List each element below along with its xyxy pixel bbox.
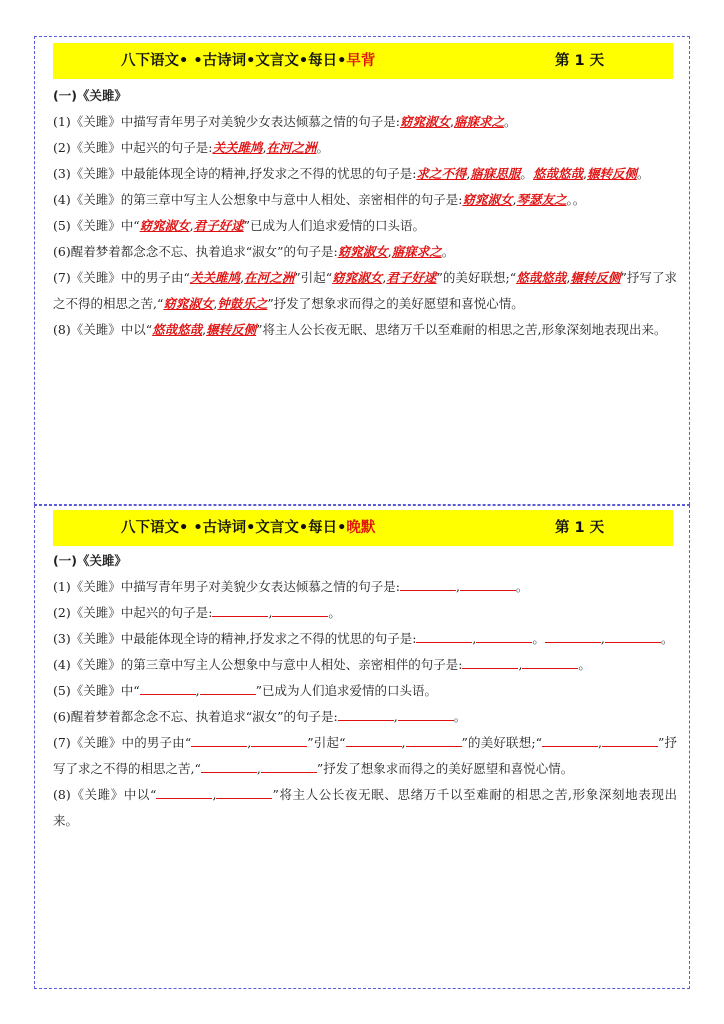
question-text: 《关雎》的第三章中写主人公想象中与意中人相处、亲密相伴的句子是:: [70, 192, 463, 207]
separator: ,: [189, 218, 194, 233]
answer: 关关雎鸠: [212, 140, 263, 155]
evening-content: [53, 548, 677, 834]
answer: 寤寐求之: [391, 244, 442, 259]
question-text: ”的美好联想;“: [461, 735, 542, 750]
answer-blank[interactable]: [201, 758, 257, 773]
answer: 悠哉悠哉: [532, 166, 583, 181]
separator: ,: [512, 192, 517, 207]
answer: 辗转反侧: [206, 322, 257, 337]
question-4: [53, 652, 677, 678]
question-text: 《关雎》的第三章中写主人公想象中与意中人相处、亲密相伴的句子是:: [70, 657, 463, 672]
separator: ,: [382, 270, 387, 285]
end-punct: 。: [660, 631, 674, 646]
answer: 辗转反侧: [570, 270, 621, 285]
answer: 在河之洲: [244, 270, 295, 285]
question-text: 《关雎》中的男子由“: [70, 270, 190, 285]
answer-blank[interactable]: [462, 654, 518, 669]
end-punct: 。。: [566, 192, 586, 207]
question-text: 《关雎》中描写青年男子对美貌少女表达倾慕之情的句子是:: [70, 114, 400, 129]
answer-blank[interactable]: [140, 680, 196, 695]
question-text: ”引起“: [294, 270, 333, 285]
question-text: 醒着梦着都念念不忘、执着追求“淑女”的句子是:: [70, 709, 338, 724]
answer-blank[interactable]: [476, 628, 532, 643]
question-text: ”将主人公长夜无眠、思绪万千以至难耐的相思之苦,形象深刻地表现出来。: [53, 787, 677, 828]
question-text: 《关雎》中最能体现全诗的精神,抒发求之不得的忧思的句子是:: [70, 166, 417, 181]
answer-blank[interactable]: [400, 576, 456, 591]
question-text: ”将主人公长夜无眠、思绪万千以至难耐的相思之苦,形象深刻地表现出来。: [256, 322, 667, 337]
separator: ,: [393, 709, 398, 724]
question-2: [53, 600, 677, 626]
answer: 琴瑟友之: [516, 192, 567, 207]
end-punct: 。: [515, 579, 529, 594]
question-4: [53, 187, 677, 213]
answer-blank[interactable]: [156, 784, 212, 799]
banner-accent: 早背: [346, 53, 376, 69]
question-6: [53, 704, 677, 730]
separator: ,: [472, 631, 477, 646]
answer-blank[interactable]: [406, 732, 462, 747]
evening-dictation-card: [34, 505, 690, 989]
separator: ,: [212, 787, 217, 802]
question-text: 《关雎》中“: [70, 218, 140, 233]
separator: ,: [268, 605, 273, 620]
answer-blank[interactable]: [200, 680, 256, 695]
answer: 寤寐思服: [470, 166, 521, 181]
question-2: [53, 135, 677, 161]
question-text: 《关雎》中描写青年男子对美貌少女表达倾慕之情的句子是:: [70, 579, 400, 594]
answer-blank[interactable]: [338, 706, 394, 721]
question-number: (5): [53, 218, 71, 233]
separator: ,: [213, 296, 218, 311]
answer: 悠哉悠哉: [152, 322, 203, 337]
question-text: ”已成为人们追求爱情的口头语。: [243, 218, 426, 233]
question-text: ”的美好联想;“: [436, 270, 517, 285]
question-1: [53, 109, 677, 135]
answer-blank[interactable]: [398, 706, 454, 721]
answer-blank[interactable]: [251, 732, 307, 747]
answer-blank[interactable]: [272, 602, 328, 617]
morning-banner: [53, 43, 673, 79]
separator: 。: [532, 631, 545, 646]
question-text: 《关雎》中起兴的句子是:: [70, 605, 213, 620]
question-6: [53, 239, 677, 265]
question-text: ”抒发了想象求而得之的美好愿望和喜悦心情。: [316, 761, 574, 776]
end-punct: 。: [503, 114, 517, 129]
separator: ,: [600, 631, 605, 646]
answer: 窈窕淑女: [337, 244, 388, 259]
answer-blank[interactable]: [216, 784, 272, 799]
question-number: (4): [53, 192, 71, 207]
separator: ,: [566, 270, 571, 285]
question-text: ”已成为人们追求爱情的口头语。: [255, 683, 437, 698]
question-8: [53, 317, 677, 343]
question-number: (7): [53, 270, 71, 285]
answer: 钟鼓乐之: [217, 296, 268, 311]
question-number: (2): [53, 605, 71, 620]
morning-content: [53, 83, 677, 343]
question-text: 《关雎》中的男子由“: [70, 735, 192, 750]
question-text: 《关雎》中“: [70, 683, 140, 698]
answer: 窈窕淑女: [163, 296, 214, 311]
question-5: [53, 678, 677, 704]
end-punct: 。: [453, 709, 467, 724]
question-7: [53, 730, 677, 782]
morning-banner-title: [121, 43, 375, 79]
separator: ,: [247, 735, 252, 750]
separator: ,: [240, 270, 245, 285]
separator: ,: [202, 322, 207, 337]
answer: 窈窕淑女: [332, 270, 383, 285]
question-text: 醒着梦着都念念不忘、执着追求“淑女”的句子是:: [70, 244, 338, 259]
separator: ,: [262, 140, 267, 155]
question-number: (2): [53, 140, 71, 155]
separator: 。: [520, 166, 533, 181]
answer: 关关雎鸠: [189, 270, 241, 285]
answer-blank[interactable]: [605, 628, 661, 643]
separator: ,: [455, 579, 460, 594]
question-text: ”抒写了求之不得的相思之苦,“: [53, 270, 677, 311]
question-5: [53, 213, 677, 239]
answer-blank[interactable]: [416, 628, 472, 643]
answer: 窈窕淑女: [399, 114, 450, 129]
question-number: (3): [53, 166, 71, 181]
banner-day: 第 1 天: [555, 520, 605, 536]
question-3: [53, 161, 677, 187]
separator: ,: [256, 761, 261, 776]
question-number: (8): [53, 322, 71, 337]
end-punct: 。: [316, 140, 329, 155]
section-title: (一)《关雎》: [53, 88, 127, 103]
end-punct: 。: [578, 657, 591, 672]
answer: 君子好逑: [386, 270, 437, 285]
separator: ,: [401, 735, 406, 750]
question-text: 《关雎》中起兴的句子是:: [70, 140, 213, 155]
answer-blank[interactable]: [545, 628, 601, 643]
answer: 在河之洲: [266, 140, 317, 155]
question-number: (4): [53, 657, 71, 672]
answer-blank[interactable]: [261, 758, 317, 773]
separator: ,: [449, 114, 454, 129]
answer-blank[interactable]: [602, 732, 658, 747]
question-number: (3): [53, 631, 71, 646]
question-number: (5): [53, 683, 71, 698]
banner-day: 第 1 天: [555, 53, 605, 69]
question-text: ”抒写了求之不得的相思之苦,“: [53, 735, 678, 776]
separator: ,: [387, 244, 392, 259]
question-7: [53, 265, 677, 317]
answer-blank[interactable]: [212, 602, 268, 617]
separator: ,: [597, 735, 602, 750]
end-punct: 。: [328, 605, 341, 620]
question-text: ”抒发了想象求而得之的美好愿望和喜悦心情。: [267, 296, 524, 311]
evening-banner: [53, 510, 673, 546]
answer: 寤寐求之: [453, 114, 504, 129]
question-8: [53, 782, 677, 834]
answer-blank[interactable]: [522, 654, 578, 669]
separator: ,: [195, 683, 200, 698]
answer-blank[interactable]: [542, 732, 598, 747]
end-punct: 。: [636, 166, 650, 181]
question-number: (8): [53, 787, 71, 802]
answer: 窈窕淑女: [462, 192, 513, 207]
question-1: [53, 574, 677, 600]
evening-banner-title: [121, 510, 375, 546]
question-number: (1): [53, 579, 71, 594]
question-number: (7): [53, 735, 71, 750]
answer: 窈窕淑女: [139, 218, 190, 233]
question-text: ”引起“: [307, 735, 346, 750]
separator: ,: [518, 657, 523, 672]
banner-prefix: 八下语文• •古诗词•文言文•每日•: [121, 520, 347, 536]
answer-blank[interactable]: [191, 732, 247, 747]
question-text: 《关雎》中以“: [70, 322, 153, 337]
question-number: (6): [53, 709, 71, 724]
answer: 悠哉悠哉: [516, 270, 567, 285]
section-title: (一)《关雎》: [53, 553, 127, 568]
question-text: 《关雎》中最能体现全诗的精神,抒发求之不得的忧思的句子是:: [70, 631, 417, 646]
end-punct: 。: [441, 244, 455, 259]
answer: 君子好逑: [193, 218, 244, 233]
question-text: 《关雎》中以“: [70, 787, 157, 802]
question-number: (1): [53, 114, 71, 129]
answer-blank[interactable]: [346, 732, 402, 747]
separator: ,: [466, 166, 471, 181]
morning-recite-card: [34, 36, 690, 505]
answer: 辗转反侧: [586, 166, 637, 181]
question-3: [53, 626, 677, 652]
answer-blank[interactable]: [460, 576, 516, 591]
answer: 求之不得: [416, 166, 467, 181]
question-number: (6): [53, 244, 71, 259]
separator: ,: [582, 166, 587, 181]
banner-accent: 晚默: [346, 520, 376, 536]
banner-prefix: 八下语文• •古诗词•文言文•每日•: [121, 53, 347, 69]
